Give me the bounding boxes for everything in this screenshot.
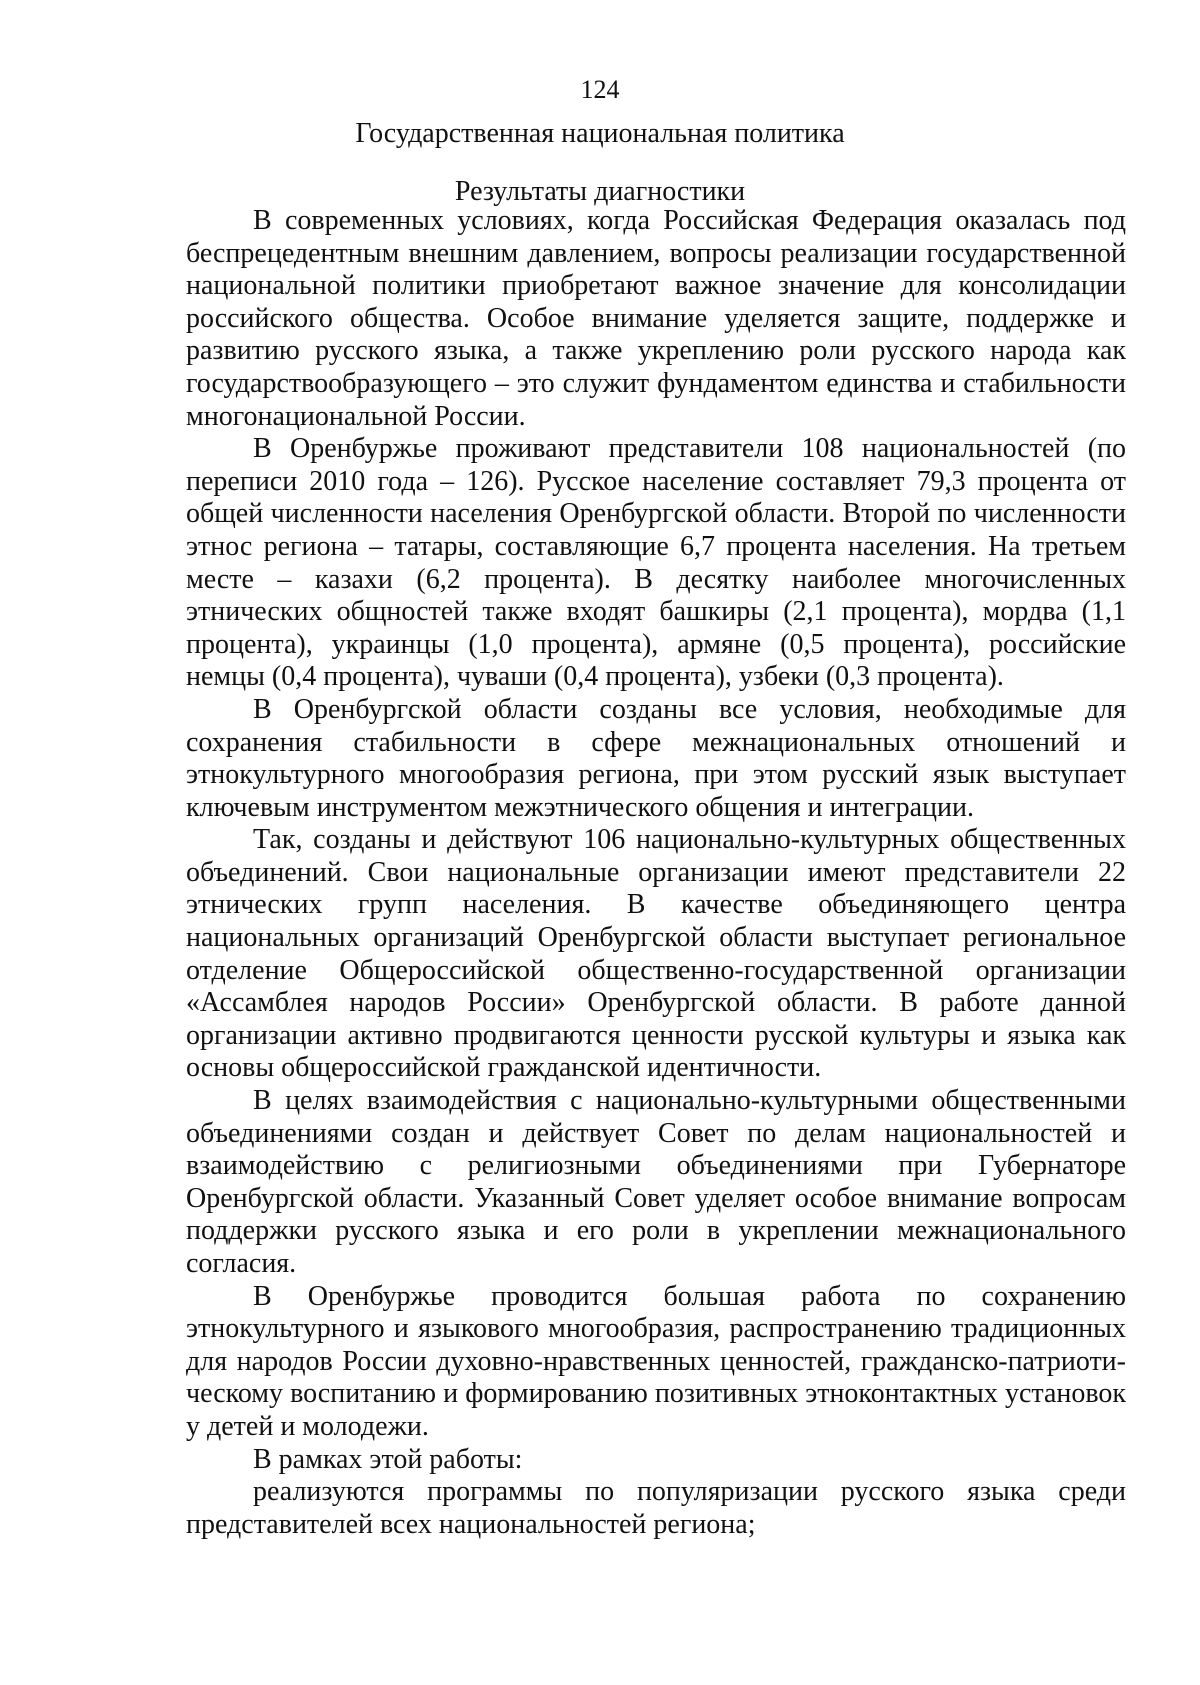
paragraph-conditions: В Оренбургской области созданы все условия, необходимые для сохранения стабильности в сфере межнациональных отношений и этнокультурного многообразия региона, при этом русский язык выступает ключевым инструментом межэтнического общения и интеграции. bbox=[186, 693, 1126, 823]
paragraph-programs: реализуются программы по популяризации русского языка среди представителей всех национальностей региона; bbox=[186, 1476, 1126, 1540]
page-number: 124 bbox=[580, 75, 620, 104]
document-body bbox=[186, 205, 1126, 1541]
section-subtitle: Результаты диагностики bbox=[454, 176, 746, 207]
paragraph-council: В целях взаимодействия с национально-культурными общественными объединениями создан и действует Совет по делам национальностей и взаимодействию с религиозными объединениями при Губернаторе Оренбургской области. Указанный Совет уделяет особое внимание вопросам поддержки русского языка и его роли в укреплении межнационального согласия. bbox=[186, 1085, 1126, 1279]
paragraph-associations: Так, созданы и действуют 106 национально-культурных общественных объединений. Свои национальные организации имеют представители 22 этнических групп населения. В качестве объединяющего центра национальных организаций Оренбургской области выступает региональное отделение Общероссийской общественно-государственной организации «Ассамблея народов России» Оренбургской области. В работе данной организации активно продвигаются ценности русской культуры и языка как основы общероссийской гражданской идентичности. bbox=[186, 824, 1126, 1084]
paragraph-framework: В рамках этой работы: bbox=[253, 1443, 523, 1475]
section-title: Государственная национальная политика bbox=[355, 118, 845, 149]
paragraph-current-conditions: В современных условиях, когда Российская Федерация оказалась под беспрецедентным внешним давлением, вопросы реализации государственной национальной политики приобретают важное значение для консолидации российского общества. Особое внимание уделяется защите, поддержке и развитию русского языка, а также укреплению роли русского народа как государствообразующего – это служит фундаментом единства и стабильности многонациональной России. bbox=[186, 205, 1126, 432]
paragraph-work: В Оренбуржье проводится большая работа по сохранению этнокультурного и языкового многообразия, распространению традиционных для народов России духовно-нравственных ценностей, гражданско-патриотическому воспитанию и формированию позитивных этноконтактных установок у детей и молодежи. bbox=[186, 1280, 1126, 1442]
paragraph-nationalities: В Оренбуржье проживают представители 108 национальностей (по переписи 2010 года – 126). Русское население составляет 79,3 процента от общей численности населения Оренбургской области. Второй по численности этнос региона – татары, составляющие 6,7 процента населения. На третьем месте – казахи (6,2 процента). В десятку наиболее многочисленных этнических общностей также входят башкиры (2,1 процента), мордва (1,1 процента), украинцы (1,0 процента), армяне (0,5 процента), российские немцы (0,4 процента), чуваши (0,4 процента), узбеки (0,3 процента). bbox=[186, 433, 1126, 693]
